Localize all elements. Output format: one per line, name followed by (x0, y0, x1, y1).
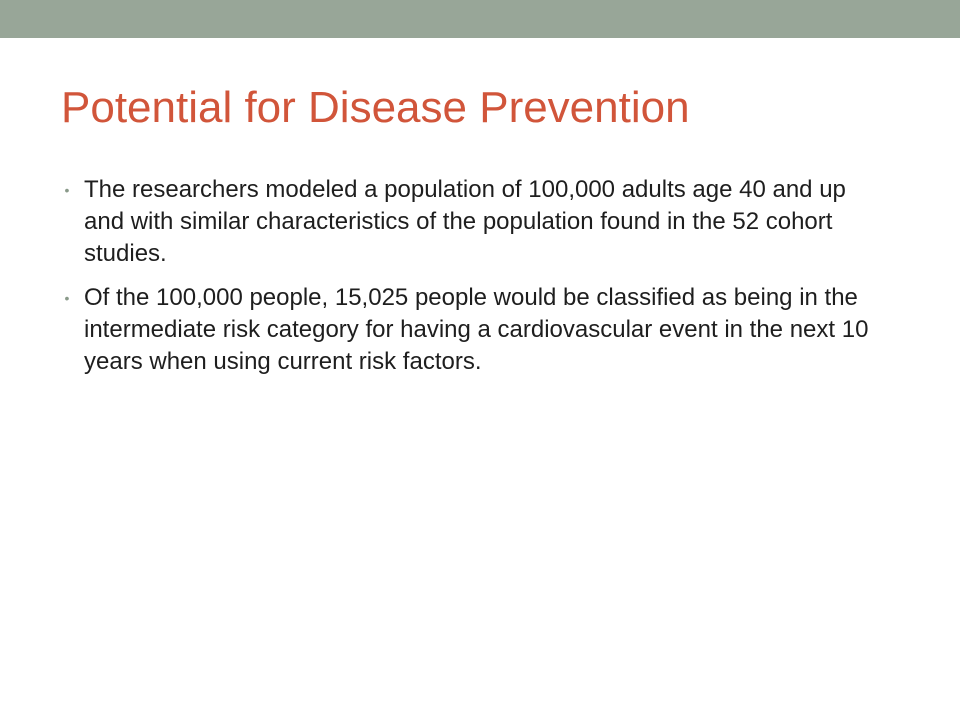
bullet-dot-icon: • (64, 182, 70, 198)
bullet-item (60, 282, 880, 378)
bullet-text: The researchers modeled a population of 100,000 adults age 40 and up and with similar characteristics of the population found in the 52 cohort studies. (84, 176, 846, 267)
bullet-item (60, 174, 880, 270)
slide-top-bar (0, 0, 960, 38)
slide-title: Potential for Disease Prevention (61, 83, 690, 132)
bullet-text: Of the 100,000 people, 15,025 people would be classified as being in the intermediate risk category for having a cardiovascular event in the next 10 years when using current risk factors. (84, 284, 869, 375)
bullet-list (60, 174, 880, 390)
bullet-dot-icon: • (64, 290, 70, 306)
